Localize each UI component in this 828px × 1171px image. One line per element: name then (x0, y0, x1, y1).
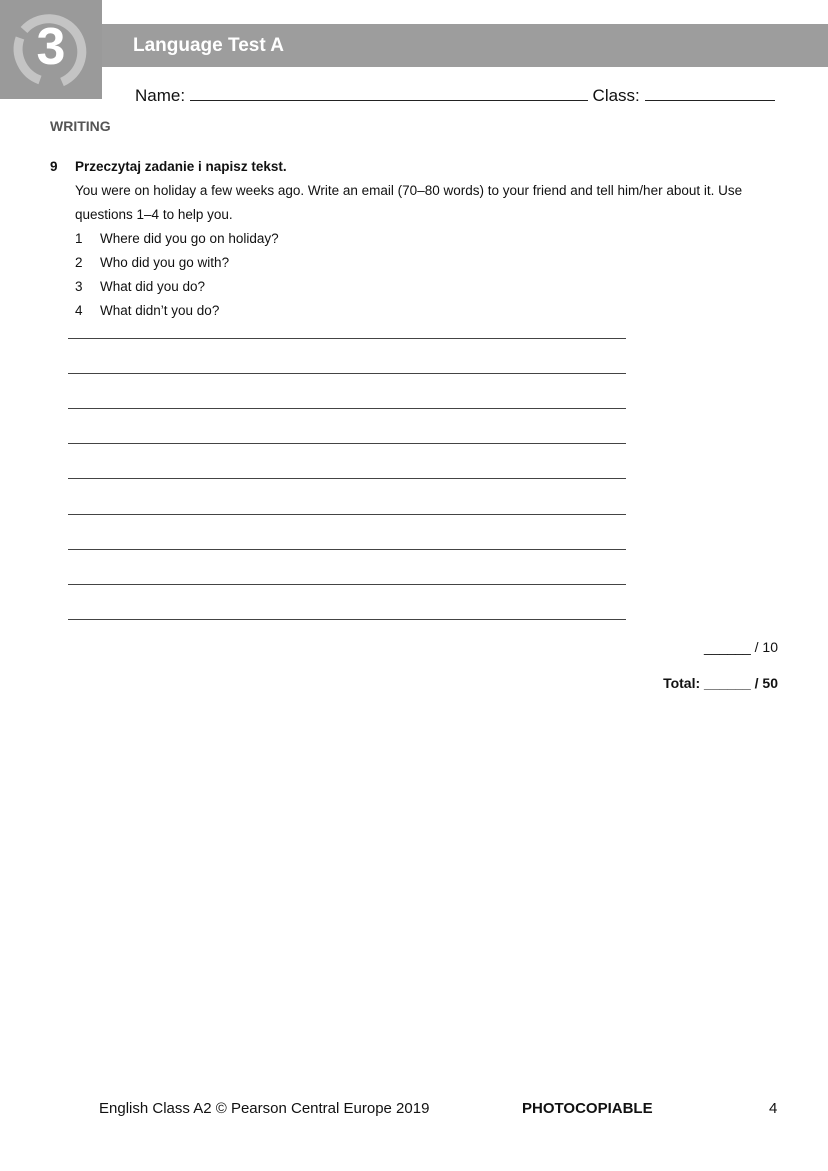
question-text: What did you do? (100, 279, 206, 294)
unit-number: 3 (36, 18, 66, 76)
task-score: ______ / 10 (704, 639, 778, 655)
page-title: Language Test A (133, 35, 284, 56)
answer-line[interactable] (68, 478, 626, 479)
class-field[interactable] (645, 84, 775, 101)
page-number: 4 (769, 1100, 778, 1117)
name-class-row (135, 84, 775, 107)
answer-line[interactable] (68, 584, 626, 585)
name-label: Name: (135, 86, 186, 105)
answer-line[interactable] (68, 338, 626, 339)
question-text: Where did you go on holiday? (100, 231, 279, 246)
footer-photocopiable: PHOTOCOPIABLE (522, 1100, 653, 1117)
answer-line[interactable] (68, 443, 626, 444)
question-number: 3 (75, 279, 83, 294)
question-text: Who did you go with? (100, 255, 230, 270)
answer-line[interactable] (68, 408, 626, 409)
answer-line[interactable] (68, 549, 626, 550)
answer-line[interactable] (68, 619, 626, 620)
name-field[interactable] (190, 84, 588, 101)
footer-copyright: English Class A2 © Pearson Central Europe 2019 (99, 1100, 430, 1117)
task-title: Przeczytaj zadanie i napisz tekst. (75, 159, 287, 174)
task-number: 9 (50, 159, 58, 174)
question-text: What didn’t you do? (100, 303, 220, 318)
question-number: 4 (75, 303, 83, 318)
class-label: Class: (592, 86, 640, 105)
task-instructions: You were on holiday a few weeks ago. Write an email (70–80 words) to your friend and tell him/her about it. Use questions 1–4 to help you. (75, 183, 743, 222)
section-heading: WRITING (50, 118, 111, 134)
unit-badge (0, 0, 102, 99)
title-bar (102, 24, 828, 67)
question-number: 1 (75, 231, 83, 246)
answer-line[interactable] (68, 514, 626, 515)
total-score-row (663, 675, 778, 691)
answer-line[interactable] (68, 373, 626, 374)
question-number: 2 (75, 255, 83, 270)
total-score: ______ / 50 (704, 675, 778, 691)
total-label: Total: (663, 675, 701, 691)
